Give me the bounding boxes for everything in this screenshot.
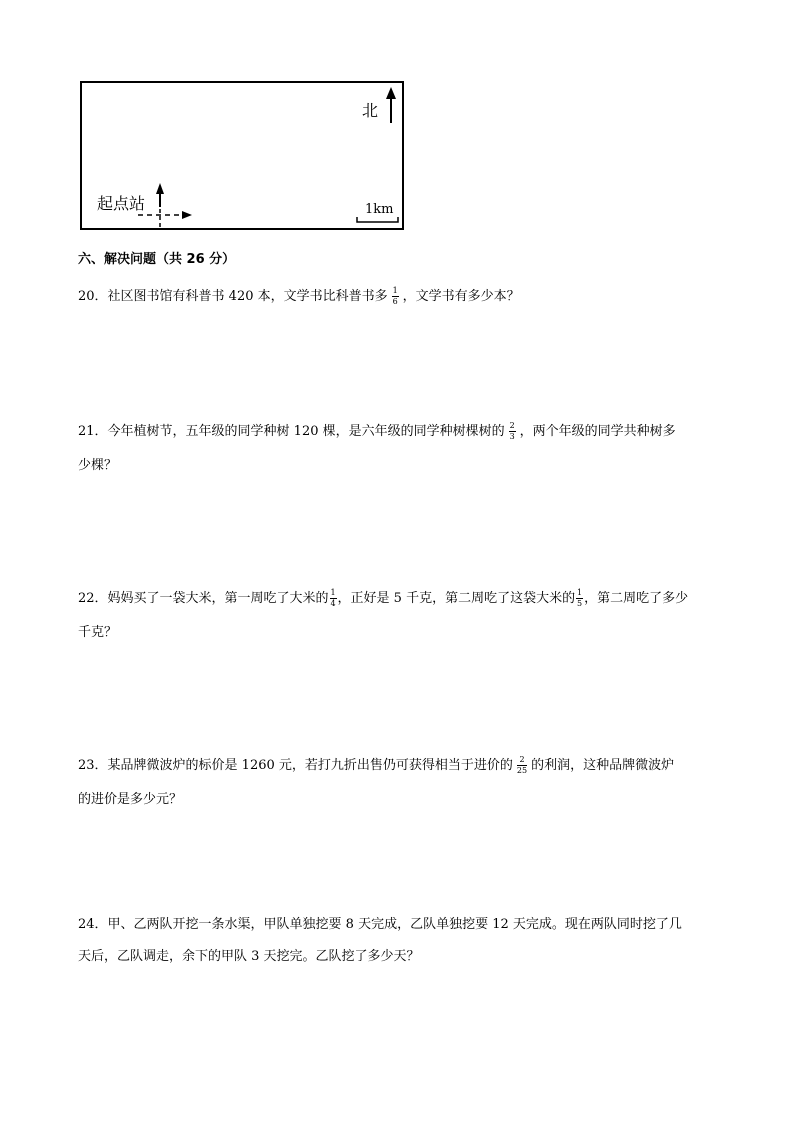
fraction-denominator: 6 xyxy=(392,297,398,306)
question-text: 22．妈妈买了一袋大米，第一周吃了大米的 xyxy=(78,591,329,606)
fraction-numerator: 1 xyxy=(330,588,336,597)
fraction-denominator: 5 xyxy=(577,599,583,608)
fraction xyxy=(392,287,399,306)
question-20 xyxy=(78,287,520,306)
start-right-arrow-head xyxy=(182,211,192,219)
question-21-line-1 xyxy=(78,422,676,441)
fraction xyxy=(330,589,337,608)
scale-bar xyxy=(357,217,398,222)
question-23-line-1 xyxy=(78,756,674,775)
question-text: 20．社区图书馆有科普书 420 本，文学书比科普书多 xyxy=(78,289,388,304)
question-text: 23．某品牌微波炉的标价是 1260 元，若打九折出售仍可获得相当于进价的 xyxy=(78,758,513,773)
map-figure xyxy=(80,81,404,230)
north-arrow-head xyxy=(386,87,396,99)
fraction-numerator: 1 xyxy=(577,588,583,597)
question-21-line-2: 少棵？ xyxy=(78,458,118,473)
fraction xyxy=(576,589,583,608)
question-text: 21．今年植树节，五年级的同学种树 120 棵，是六年级的同学种树棵树的 xyxy=(78,424,505,439)
question-text: ，两个年级的同学共种树多 xyxy=(519,424,676,439)
question-24-line-2: 天后，乙队调走，余下的甲队 3 天挖完。乙队挖了多少天？ xyxy=(78,949,420,964)
fraction-numerator: 1 xyxy=(392,286,398,295)
fraction xyxy=(509,422,516,441)
question-text: ，正好是 5 千克，第二周吃了这袋大米的 xyxy=(337,591,576,606)
fraction-denominator: 25 xyxy=(516,766,528,775)
question-text: 的利润，这种品牌微波炉 xyxy=(531,758,675,773)
start-up-arrow-head xyxy=(156,183,164,194)
section-title: 六、解决问题（共 26 分） xyxy=(78,252,236,267)
fraction-numerator: 2 xyxy=(519,755,525,764)
fraction xyxy=(517,756,527,775)
scale-label: 1km xyxy=(365,202,394,217)
question-23-line-2: 的进价是多少元？ xyxy=(78,792,183,807)
fraction-denominator: 4 xyxy=(330,599,336,608)
north-label: 北 xyxy=(362,101,379,120)
start-station-label: 起点站 xyxy=(97,194,146,213)
fraction-denominator: 3 xyxy=(509,432,515,441)
question-22-line-1 xyxy=(78,589,688,608)
fraction-numerator: 2 xyxy=(509,421,515,430)
question-text: ，第二周吃了多少 xyxy=(584,591,689,606)
question-22-line-2: 千克？ xyxy=(78,625,118,640)
question-24-line-1: 24．甲、乙两队开挖一条水渠，甲队单独挖要 8 天完成，乙队单独挖要 12 天完成。现在两队同时挖了几 xyxy=(78,917,682,932)
question-text: ，文学书有多少本？ xyxy=(402,289,520,304)
